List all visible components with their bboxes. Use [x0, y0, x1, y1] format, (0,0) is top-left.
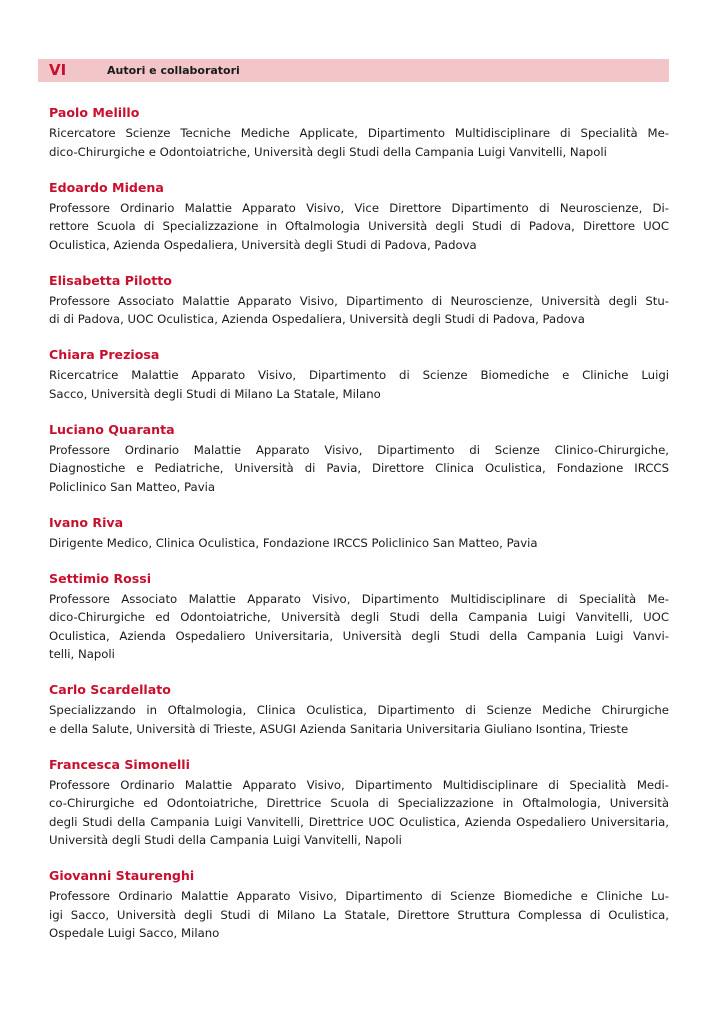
author-name: Settimio Rossi [49, 570, 152, 586]
author-affiliation [49, 534, 669, 553]
affiliation-line: Oculistica, Azienda Ospedaliera, Università degli Studi di Padova, Padova [49, 237, 477, 252]
author-affiliation [49, 887, 669, 943]
affiliation-line: igi Sacco, Università degli Studi di Milano La Statale, Direttore Struttura Complessa di Oculistica, [49, 907, 669, 922]
affiliation-line: dico-Chirurgiche ed Odontoiatriche, Università degli Studi della Campania Luigi Vanvitelli, UOC [49, 610, 669, 624]
page-number: VI [49, 61, 67, 79]
author-list [49, 104, 669, 960]
affiliation-line: Professore Ordinario Malattie Apparato Visivo, Dipartimento di Scienze Biomediche e Cliniche Lu- [49, 889, 669, 903]
affiliation-line: co-Chirurgiche ed Odontoiatriche, Direttrice Scuola di Specializzazione in Oftalmologia, Università [49, 796, 669, 810]
author-name: Ivano Riva [49, 514, 124, 530]
affiliation-line: Professore Ordinario Malattie Apparato Visivo, Dipartimento di Scienze Clinico-Chirurgiche, [49, 442, 669, 457]
affiliation-line: Professore Associato Malattie Apparato Visivo, Dipartimento di Neuroscienze, Università degli Stu- [49, 293, 669, 308]
author-entry [49, 681, 669, 738]
author-name: Edoardo Midena [49, 179, 164, 195]
author-affiliation [49, 292, 669, 329]
affiliation-line: degli Studi della Campania Luigi Vanvitelli, Direttrice UOC Oculistica, Azienda Ospedaliero Universitaria, [49, 814, 669, 829]
author-entry [49, 421, 669, 497]
affiliation-line: Ricercatrice Malattie Apparato Visivo, Dipartimento di Scienze Biomediche e Cliniche Luigi [49, 368, 669, 382]
author-name: Francesca Simonelli [49, 756, 190, 772]
author-affiliation [49, 701, 669, 738]
author-name: Chiara Preziosa [49, 347, 160, 362]
affiliation-line: Dirigente Medico, Clinica Oculistica, Fondazione IRCCS Policlinico San Matteo, Pavia [49, 535, 538, 550]
affiliation-line: Policlinico San Matteo, Pavia [49, 479, 216, 494]
affiliation-line: Professore Ordinario Malattie Apparato Visivo, Dipartimento Multidisciplinare di Specialità Medi- [49, 777, 669, 792]
author-entry [49, 272, 669, 329]
affiliation-line: dico-Chirurgiche e Odontoiatriche, Università degli Studi della Campania Luigi Vanvitelli, Napoli [49, 144, 607, 159]
affiliation-line: di di Padova, UOC Oculistica, Azienda Ospedaliera, Università degli Studi di Padova, Padova [49, 312, 585, 326]
author-entry [49, 104, 669, 161]
author-name: Elisabetta Pilotto [49, 272, 172, 288]
author-affiliation [49, 776, 669, 850]
affiliation-line: Professore Ordinario Malattie Apparato Visivo, Vice Direttore Dipartimento di Neuroscienze, Di- [49, 200, 669, 215]
author-name: Carlo Scardellato [49, 682, 171, 697]
author-name: Giovanni Staurenghi [49, 868, 195, 883]
affiliation-line: telli, Napoli [49, 647, 115, 661]
author-name: Paolo Melillo [49, 105, 140, 120]
author-entry [49, 346, 669, 403]
author-affiliation [49, 199, 669, 255]
author-entry [49, 514, 669, 553]
author-entry [49, 756, 669, 850]
affiliation-line: e della Salute, Università di Trieste, ASUGI Azienda Sanitaria Universitaria Giuliano Isontina, Trieste [49, 721, 629, 736]
affiliation-line: Professore Associato Malattie Apparato Visivo, Dipartimento Multidisciplinare di Specialità Me- [49, 591, 669, 606]
affiliation-line: Oculistica, Azienda Ospedaliero Universitaria, Università degli Studi della Campania Luigi Vanvi- [49, 628, 669, 643]
affiliation-line: Sacco, Università degli Studi di Milano La Statale, Milano [49, 386, 381, 401]
affiliation-line: Ricercatore Scienze Tecniche Mediche Applicate, Dipartimento Multidisciplinare di Specialità Me- [49, 126, 669, 140]
affiliation-line: rettore Scuola di Specializzazione in Oftalmologia Università degli Studi di Padova, Direttore UOC [49, 219, 669, 233]
affiliation-line: Diagnostiche e Pediatriche, Università di Pavia, Direttore Clinica Oculistica, Fondazione IRCCS [49, 461, 669, 475]
affiliation-line: Ospedale Luigi Sacco, Milano [49, 926, 220, 940]
author-affiliation [49, 124, 669, 161]
author-entry [49, 179, 669, 255]
author-affiliation [49, 441, 669, 497]
running-title: Autori e collaboratori [107, 64, 240, 77]
author-affiliation [49, 590, 669, 664]
author-name: Luciano Quaranta [49, 421, 175, 437]
author-entry [49, 867, 669, 943]
affiliation-line: Università degli Studi della Campania Luigi Vanvitelli, Napoli [49, 833, 402, 847]
affiliation-line: Specializzando in Oftalmologia, Clinica Oculistica, Dipartimento di Scienze Mediche Chirurgiche [49, 703, 669, 717]
author-entry [49, 570, 669, 664]
author-affiliation [49, 366, 669, 403]
